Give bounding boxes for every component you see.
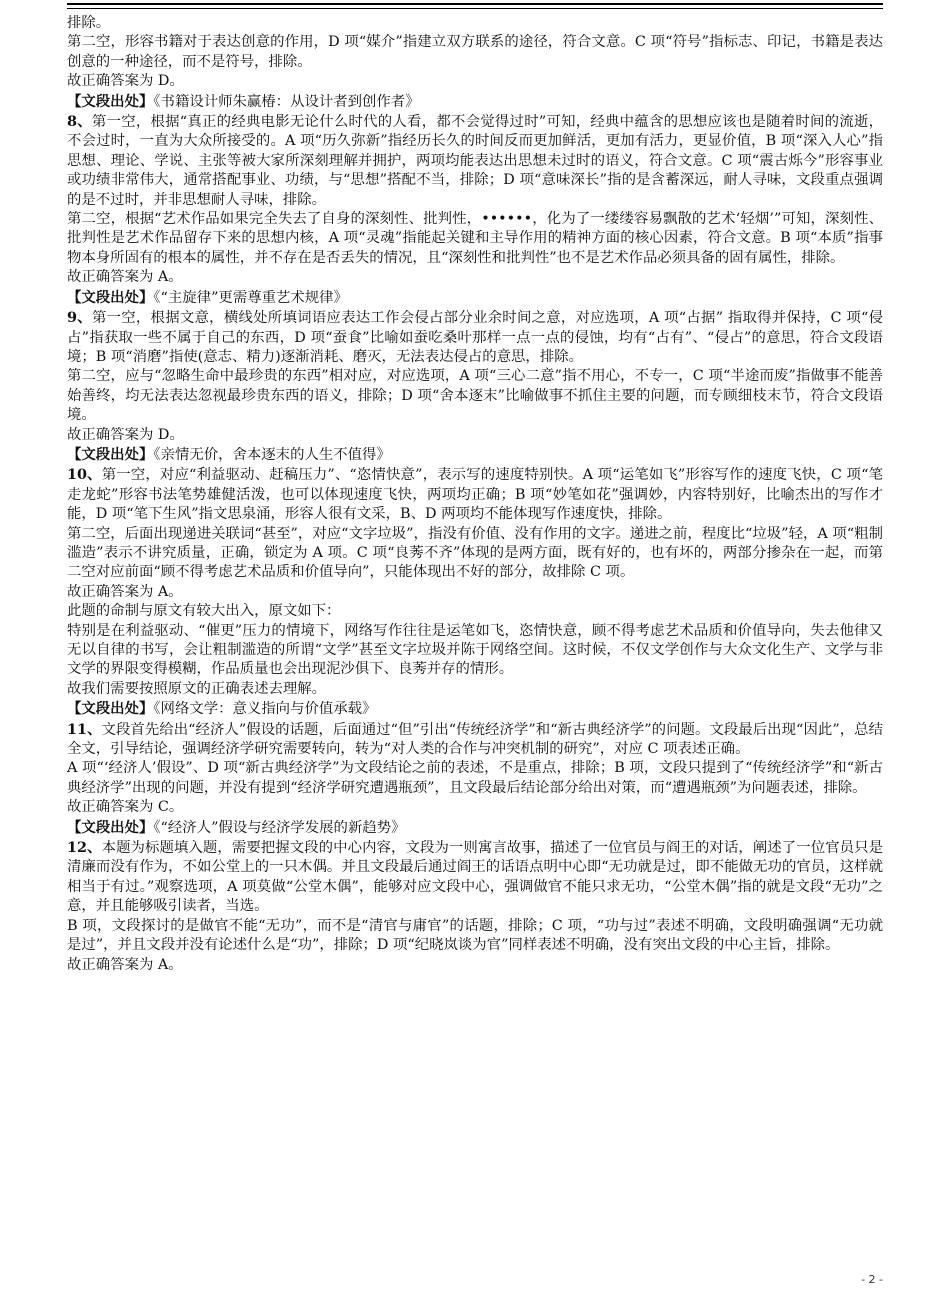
- paragraph: 此题的命制与原文有较大出入，原文如下：: [67, 603, 341, 620]
- question-number: 10、: [67, 466, 102, 484]
- answer-line: 故正确答案为 A。: [67, 956, 183, 973]
- question-number: 8、: [67, 113, 92, 131]
- source-line: 【文段出处】《网络文学：意义指向与价值承载》: [67, 700, 377, 718]
- question-12: 12、本题为标题填入题，需要把握文段的中心内容，文段为一则寓言故事，描述了一位官员与阎王的对话，阐述了一位官员只是清廉而没有作为，不如公堂上的一只木偶。并且文段最后通过阎王的话语点明中心即“无功就是过，即不能做无功的官员，这样就相当于有过。”观察选项，A 项莫做“公堂木偶”，能够对应文段中心，强调做官不能只求无功，“公堂木偶”指的就是文段“无功”之意，并且能够吸引读者，当选。: [67, 839, 883, 915]
- paragraph: 第二空，根据“艺术作品如果完全失去了自身的深刻性、批判性，••••••，化为了一缕缕容易飘散的艺术‘轻烟’”可知，深刻性、批判性是艺术作品留存下来的思想内核，A 项“灵魂”指能起关键和主导作用的精神方面的核心因素，符合文意。B 项“本质”指事物本身所固有的根本的属性，并不存在是否丢失的情况，且“深刻性和批判性”也不是艺术作品必须具备的固有属性，排除。: [67, 211, 883, 266]
- answer-line: 故正确答案为 C。: [67, 799, 184, 816]
- source-line: 【文段出处】《亲情无价，舍本逐末的人生不值得》: [67, 445, 391, 463]
- question-number: 12、: [67, 839, 102, 857]
- page-number: - 2 -: [861, 1273, 883, 1286]
- answer-explanations: [67, 14, 883, 975]
- header-rule-thin: [67, 8, 883, 9]
- question-10: 10、第一空，对应“利益驱动、赶稿压力”、“恣情快意”，表示写的速度特别快。A 项“运笔如飞”形容写作的速度飞快，C 项“笔走龙蛇”形容书法笔势雄健活泼，也可以体现速度飞快，两项均正确；B 项“妙笔如花”强调妙，内容特别好，比喻杰出的写作才能，D 项“笔下生风”指文思泉涌，形容人很有文采，B、D 两项均不能体现写作速度快，排除。: [67, 466, 884, 523]
- question-9: 9、第一空，根据文意，横线处所填词语应表达工作会侵占部分业余时间之意，对应选项，A 项“占据” 指取得并保持，C 项“侵占”指获取一些不属于自己的东西，D 项“蚕食”比喻如蚕吃桑叶那样一点一点的侵蚀，均有“占有”、“侵占”的意思，符合文段语境；B 项“消磨”指使(意志、精力)逐渐消耗、磨灭，无法表达侵占的意思，排除。: [67, 309, 883, 365]
- question-11: 11、文段首先给出“经济人”假设的话题，后面通过“但”引出“传统经济学”和“新古典经济学”的问题。文段最后出现“因此”，总结全文，引导结论，强调经济学研究需要转向，转为“对人类的合作与冲突机制的研究”，对应 C 项表述正确。: [67, 720, 883, 758]
- question-number: 11、: [67, 720, 102, 738]
- answer-line: 故正确答案为 A。: [67, 583, 183, 600]
- source-label: 【文段出处】: [67, 288, 154, 306]
- source-line: 【文段出处】《“主旋律”更需尊重艺术规律》: [67, 288, 348, 306]
- paragraph: 第二空，形容书籍对于表达创意的作用，D 项“媒介”指建立双方联系的途径，符合文意。C 项“符号”指标志、印记，书籍是表达创意的一种途径，而不是符号，排除。: [67, 34, 883, 70]
- paragraph: A 项“‘经济人’假设”、D 项“新古典经济学”为文段结论之前的表述，不是重点，排除；B 项，文段只提到了“传统经济学”和“新古典经济学”出现的问题，并没有提到“经济学研究遭遇瓶颈”，且文段最后结论部分给出对策，而“遭遇瓶颈”为问题表述，排除。: [67, 760, 883, 796]
- answer-line: 故正确答案为 D。: [67, 73, 184, 90]
- source-line: 【文段出处】《“经济人”假设与经济学发展的新趋势》: [67, 818, 406, 836]
- source-label: 【文段出处】: [67, 818, 154, 836]
- question-number: 9、: [67, 309, 92, 327]
- paragraph: 故我们需要按照原文的正确表述去理解。: [67, 680, 327, 697]
- answer-line: 故正确答案为 D。: [67, 426, 184, 443]
- answer-line: 故正确答案为 A。: [67, 269, 183, 286]
- paragraph: 排除。: [67, 15, 111, 31]
- paragraph: 第二空，后面出现递进关联词“甚至”，对应“文字垃圾”，指没有价值、没有作用的文字。递进之前，程度比“垃圾”轻，A 项“粗制滥造”表示不讲究质量，正确，锁定为 A 项。C 项“良莠不齐”体现的是两方面，既有好的，也有坏的，两部分掺杂在一起，而第二空对应前面“顾不得考虑艺术品质和价值导向”，只能体现出不好的部分，故排除 C 项。: [67, 525, 883, 581]
- source-label: 【文段出处】: [67, 445, 154, 463]
- paragraph: 第二空，应与“忽略生命中最珍贵的东西”相对应，对应选项，A 项“三心二意”指不用心，不专一，C 项“半途而废”指做事不能善始善终，均无法表达忽视最珍贵东西的语义，排除；D 项“舍本逐末”比喻做事不抓住主要的问题，而专顾细枝末节，符合文段语境。: [67, 368, 883, 424]
- source-line: 【文段出处】《书籍设计师朱赢椿：从设计者到创作者》: [67, 92, 420, 110]
- paragraph: B 项，文段探讨的是做官不能“无功”，而不是“清官与庸官”的话题，排除；C 项，“功与过”表述不明确，文段明确强调“无功就是过”，并且文段并没有论述什么是“功”，排除；D 项“纪晓岚谈为官”同样表述不明确，没有突出文段的中心主旨，排除。: [67, 917, 883, 954]
- original-text-quote: 特别是在利益驱动、“催更”压力的情境下，网络写作往往是运笔如飞，恣情快意，顾不得考虑艺术品质和价值导向，失去他律又无以自律的书写，会让粗制滥造的所谓“文学”甚至文字垃圾并陈于网络空间。这时候，不仅文学创作与大众文化生产、文学与非文学的界限变得模糊，作品质量也会出现泥沙俱下、良莠并存的情形。: [67, 622, 883, 678]
- source-label: 【文段出处】: [67, 700, 154, 718]
- question-8: 8、第一空，根据“真正的经典电影无论什么时代的人看，都不会觉得过时”可知，经典中蕴含的思想应该也是随着时间的流逝，不会过时，一直为大众所接受的。A 项“历久弥新”指经历长久的时间反而更加鲜活，更加有活力，更显价值，B 项“深入人心”指思想、理论、学说、主张等被大家所深刻理解并拥护，两项均能表达出思想未过时的语义，符合文意。C 项“震古烁今”形容事业或功绩非常伟大，通常搭配事业、功绩，与“思想”搭配不当，排除；D 项“意味深长”指的是含蓄深远，耐人寻味，文段重点强调的是不过时，并非思想耐人寻味，排除。: [67, 113, 884, 208]
- source-label: 【文段出处】: [67, 92, 154, 110]
- header-rule: [67, 3, 883, 5]
